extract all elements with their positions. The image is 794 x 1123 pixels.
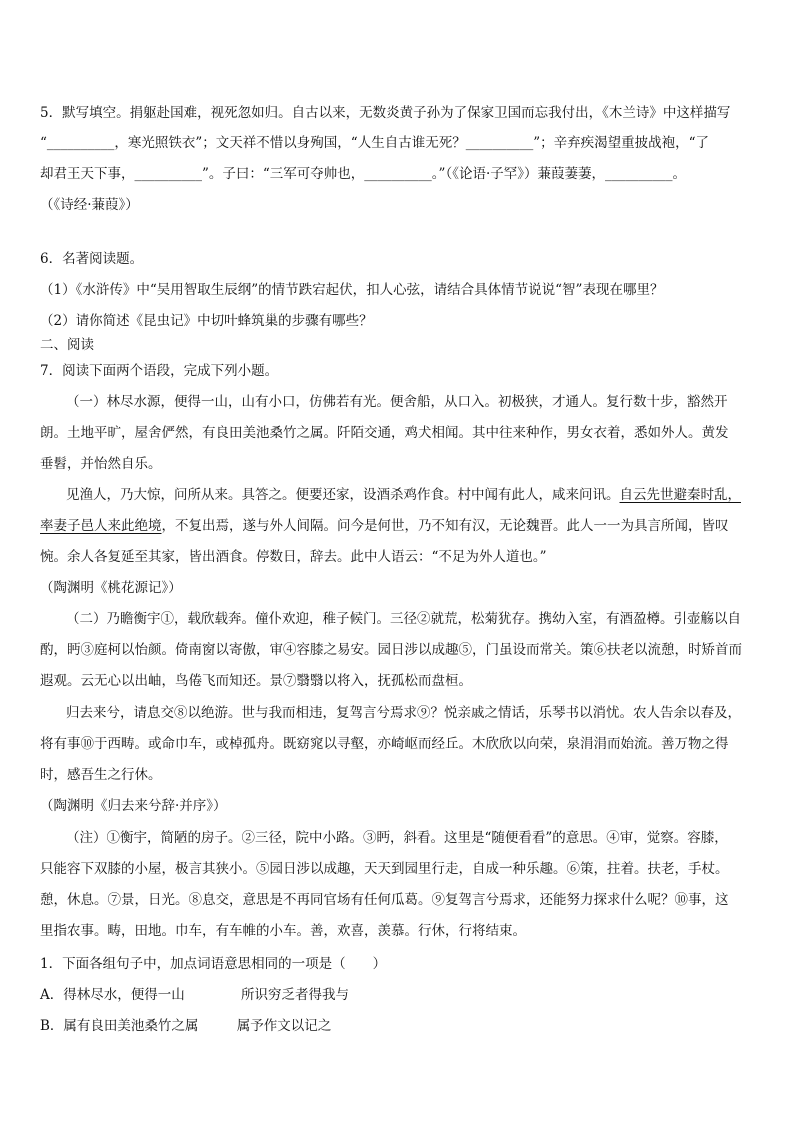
underlined-sentence-part-1: 自云先世避秦时乱， xyxy=(619,487,741,503)
q6-part-1: （1）《水浒传》中“吴用智取生辰纲”的情节跌宕起伏，扣人心弦，请结合具体情节说说“智”表现在哪里？ xyxy=(40,282,664,298)
option-a-pair: 所识穷乏者得我与 xyxy=(241,987,350,1003)
option-b-label: B．属有良田美池桑竹之属 xyxy=(40,1018,199,1034)
passage-2-line-2: 酌，眄③庭柯以怡颜。倚南窗以寄傲，审④容膝之易安。园日涉以成趣⑤，门虽设而常关。策⑥扶老以流憩，时矫首而 xyxy=(40,642,742,658)
passage-1-line-5-text: ，不复出焉，遂与外人间隔。问今是何世，乃不知有汉，无论魏晋。此人一一为具言所闻，皆叹 xyxy=(161,518,729,534)
passage-1-line-5 xyxy=(40,517,729,535)
sub-question-stem: 1．下面各组句子中，加点词语意思相同的一项是（ ） xyxy=(40,956,387,972)
option-a xyxy=(40,986,349,1004)
q6-title: 6．名著阅读题。 xyxy=(40,251,144,267)
passage-2-source: （陶渊明《归去来兮辞·并序》） xyxy=(40,798,227,814)
q6-part-2: （2）请你简述《昆虫记》中切叶蜂筑巢的步骤有哪些？ xyxy=(40,313,373,329)
note-line-4: 里指农事。畴，田地。巾车，有车帷的小车。善，欢喜，羡慕。行休，行将结束。 xyxy=(40,923,526,939)
passage-2-line-1: （二）乃瞻衡宇①，载欣载奔。僮仆欢迎，稚子候门。三径②就荒，松菊犹存。携幼入室，有酒盈樽。引壶觞以自 xyxy=(66,611,741,627)
passage-1-line-6: 惋。余人各复延至其家，皆出酒食。停数日，辞去。此中人语云：“不足为外人道也。” xyxy=(40,549,547,565)
passage-2-line-3: 遐观。云无心以出岫，鸟倦飞而知还。景⑦翳翳以将入，抚孤松而盘桓。 xyxy=(40,673,472,689)
passage-1-line-4-text: 见渔人，乃大惊，问所从来。具答之。便要还家，设酒杀鸡作食。村中闻有此人，咸来问讯。 xyxy=(66,487,620,503)
passage-1-source: （陶渊明《桃花源记》） xyxy=(40,580,182,596)
passage-2-line-4: 归去来兮，请息交⑧以绝游。世与我而相违，复驾言兮焉求⑨？悦亲戚之情话，乐琴书以消忧。农人告余以春及， xyxy=(66,705,741,721)
section-heading: 二、阅读 xyxy=(40,337,94,353)
q5-line-1: 5．默写填空。捐躯赴国难，视死忽如归。自古以来，无数炎黄子孙为了保家卫国而忘我付出，《木兰诗》中这样描写 xyxy=(40,105,731,121)
option-b xyxy=(40,1017,331,1035)
note-line-1: （注）①衡宇，简陋的房子。②三径，院中小路。③眄，斜看。这里是“随便看看”的意思。④审，觉察。容膝， xyxy=(66,830,728,846)
passage-2-line-6: 时，感吾生之行休。 xyxy=(40,767,162,783)
q5-line-3: 却君王天下事，__________”。子曰：“三军可夺帅也，__________。”（《论语·子罕》）蒹葭萋萋，__________。 xyxy=(40,166,686,182)
underlined-sentence-part-2: 率妻子邑人来此绝境 xyxy=(40,518,162,534)
q5-line-4: （《诗经·蒹葭》） xyxy=(40,197,139,213)
option-b-pair: 属予作文以记之 xyxy=(236,1018,332,1034)
option-a-label: A．得林尽水，便得一山 xyxy=(40,987,185,1003)
passage-1-line-2: 朗。土地平旷，屋舍俨然，有良田美池桑竹之属。阡陌交通，鸡犬相闻。其中往来种作，男女衣着，悉如外人。黄发 xyxy=(40,425,729,441)
passage-1-line-3: 垂髫，并怡然自乐。 xyxy=(40,456,162,472)
passage-1-line-4 xyxy=(66,486,741,504)
note-line-2: 只能容下双膝的小屋，极言其狭小。⑤园日涉以成趣，天天到园里行走，自成一种乐趣。⑥策，拄着。扶老，手杖。 xyxy=(40,861,729,877)
note-line-3: 憩，休息。⑦景，日光。⑧息交，意思是不再同官场有任何瓜葛。⑨复驾言兮焉求，还能努力探求什么呢？⑩事，这 xyxy=(40,892,729,908)
q5-line-2: “__________，寒光照铁衣”；文天祥不惜以身殉国，“人生自古谁无死？__________”；辛弃疾渴望重披战袍，“了 xyxy=(40,135,710,151)
passage-2-line-5: 将有事⑩于西畴。或命巾车，或棹孤舟。既窈窕以寻壑，亦崎岖而经丘。木欣欣以向荣，泉涓涓而始流。善万物之得 xyxy=(40,736,729,752)
q7-title: 7．阅读下面两个语段，完成下列小题。 xyxy=(40,363,279,379)
passage-1-line-1: （一）林尽水源，便得一山，山有小口，仿佛若有光。便舍船，从口入。初极狭，才通人。复行数十步，豁然开 xyxy=(66,394,728,410)
